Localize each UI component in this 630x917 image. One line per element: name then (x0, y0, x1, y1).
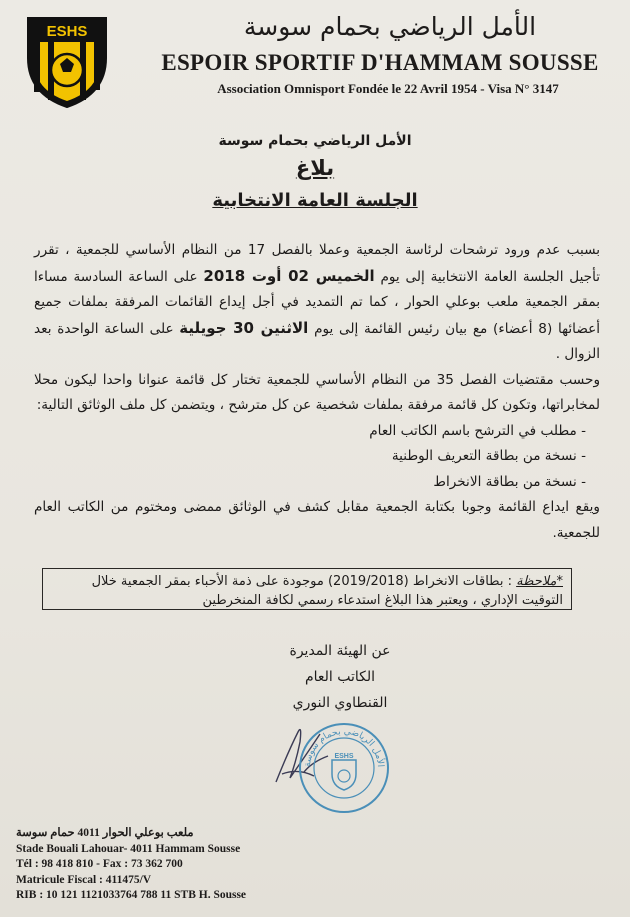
footer-rib: RIB : 10 121 1121033764 788 11 STB H. Sousse (16, 889, 247, 901)
logo-text: ESHS (46, 23, 88, 40)
title-club: الأمل الرياضي بحمام سوسة (218, 133, 412, 149)
list-item: - نسخة من بطاقة التعريف الوطنية (391, 448, 586, 464)
letter-body (34, 238, 600, 546)
signature-line-board: عن الهيئة المديرة (289, 643, 391, 659)
paragraph-3: ويقع ايداع القائمة وجوبا بكتابة الجمعية مقابل كشف في الوثائق ممضى ومختوم من الكاتب العام للجمعية. (34, 499, 600, 541)
club-stamp (296, 720, 392, 816)
p1-date-thursday: الخميس 02 أوت 2018 (203, 266, 375, 285)
footer-contact (16, 826, 346, 904)
signature-line-title: الكاتب العام (304, 669, 376, 685)
list-item: - مطلب في الترشح باسم الكاتب العام (369, 422, 586, 439)
title-subject: الجلسة العامة الانتخابية (212, 190, 418, 211)
signature-block (240, 638, 440, 716)
club-logo (22, 12, 112, 110)
footer-address-arabic: ملعب بوعلي الحوار 4011 حمام سوسة (16, 827, 194, 839)
header-arabic-name: الأمل الرياضي بحمام سوسة (243, 12, 537, 41)
footer-phone-fax: Tél : 98 418 810 - Fax : 73 362 700 (16, 858, 183, 870)
note-box (42, 568, 572, 610)
footer-address-french: Stade Bouali Lahouar- 4011 Hammam Sousse (16, 842, 241, 855)
title-announcement: بلاغ (295, 156, 335, 180)
p1-part-a: بسبب عدم ورود ترشحات لرئاسة الجمعية وعملا بالفصل 17 من النظام الأساسي للجمعية ، تقرر تأجيل الجلسة العامة الانتخابية إلى يوم (34, 242, 601, 285)
p1-date-monday: الاثنين 30 جويلية (179, 318, 309, 337)
paragraph-2: وحسب مقتضيات الفصل 35 من النظام الأساسي للجمعية تختار كل قائمة عنوانا واحدا ليكون محلا لمخابراتها، وتكون كل قائمة مرفقة بملفات شخصية عن كل مترشح ، ويتضمن كل ملف الوثائق التالية: (34, 371, 601, 413)
header-french-name: ESPOIR SPORTIF D'HAMMAM SOUSSE (161, 50, 599, 75)
stamp-arc-text: الأمل الرياضي بحمام سوسة (302, 726, 386, 768)
signature-line-name: القنطاوي النوري (292, 695, 388, 711)
header-association-line: Association Omnisport Fondée le 22 Avril 1954 - Visa N° 3147 (217, 81, 559, 96)
note-label: *ملاحظة (516, 574, 563, 589)
document-list (34, 419, 600, 496)
footer-fiscal-id: Matricule Fiscal : 411475/V (16, 873, 152, 886)
p1-part-e: على الساعة الواحدة بعد الزوال . (34, 320, 600, 362)
list-item: - نسخة من بطاقة الانخراط (433, 473, 586, 490)
paragraph-1 (34, 238, 600, 368)
p1-part-c: على الساعة السادسة مساءا بمقر الجمعية ملعب بوعلي الحوار ، كما تم التمديد في أجل إيداع القائمات المرفقة بملفات جميع أعضائها (8 أعضاء) مع بيان رئيس القائمة إلى يوم (34, 268, 600, 337)
stamp-logo-text: ESHS (334, 753, 354, 760)
note-text: : بطاقات الانخراط (2019/2018) موجودة على ذمة الأحباء بمقر الجمعية خلال التوقيت الإداري ، ويعتبر هذا البلاغ استدعاء رسمي لكافة المنخرطين (91, 574, 563, 608)
